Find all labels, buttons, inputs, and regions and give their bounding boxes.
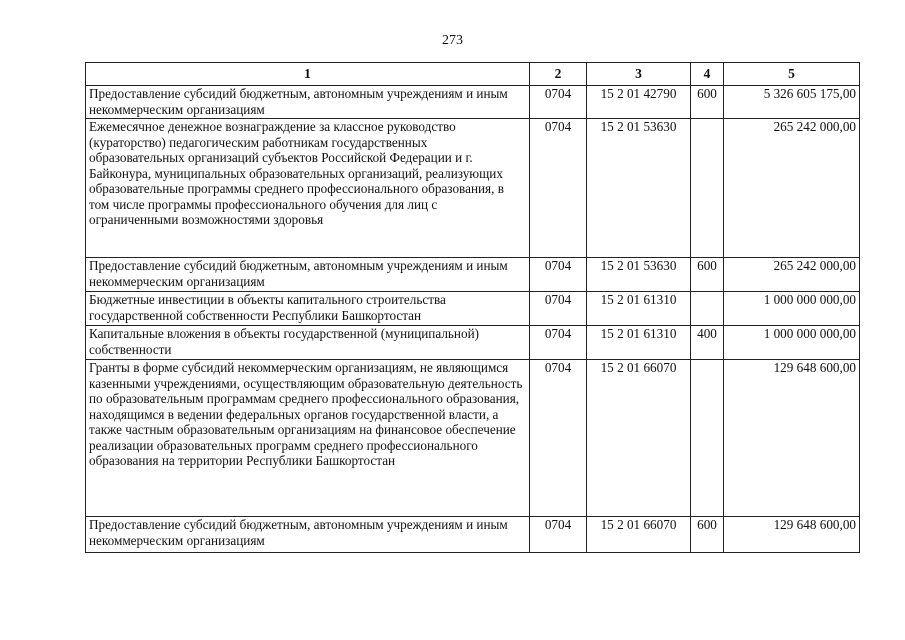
table-row (86, 86, 860, 119)
page-number: 273 (442, 33, 463, 48)
row-section-code: 0704 (530, 517, 587, 553)
row-target-code: 15 2 01 53630 (587, 119, 691, 258)
row-section-code: 0704 (530, 326, 587, 360)
row-section-code: 0704 (530, 258, 587, 292)
table-header (86, 63, 860, 86)
row-expense-type: 400 (691, 326, 724, 360)
row-description: Капитальные вложения в объекты государственной (муниципальной) собственности (86, 326, 530, 360)
row-description: Ежемесячное денежное вознаграждение за классное руководство (кураторство) педагогическим работникам государственных образовательных организаций субъектов Российской Федерации и г. Байконура, муниципальных образовательных организаций, реализующих образовательные программы среднего профессионального образования, в том числе программы профессионального обучения для лиц с ограниченными возможностями здоровья (86, 119, 530, 258)
row-target-code: 15 2 01 53630 (587, 258, 691, 292)
row-amount: 5 326 605 175,00 (724, 86, 860, 119)
row-description: Бюджетные инвестиции в объекты капитального строительства государственной собственности Республики Башкортостан (86, 292, 530, 326)
row-expense-type (691, 292, 724, 326)
header-col-5: 5 (724, 63, 860, 86)
header-col-4: 4 (691, 63, 724, 86)
row-target-code: 15 2 01 42790 (587, 86, 691, 119)
row-description: Предоставление субсидий бюджетным, автономным учреждениям и иным некоммерческим организациям (86, 86, 530, 119)
table-row (86, 258, 860, 292)
row-expense-type (691, 360, 724, 517)
budget-table (85, 62, 860, 553)
header-row (86, 63, 860, 86)
row-description: Предоставление субсидий бюджетным, автономным учреждениям и иным некоммерческим организациям (86, 258, 530, 292)
row-expense-type: 600 (691, 517, 724, 553)
row-amount: 265 242 000,00 (724, 258, 860, 292)
row-amount: 265 242 000,00 (724, 119, 860, 258)
row-description: Гранты в форме субсидий некоммерческим организациям, не являющимся казенными учреждениями, осуществляющим образовательную деятельность по образовательным программам среднего профессионального образования, находящимся в ведении федеральных органов государственной власти, а также частным образовательным организациям на финансовое обеспечение реализации образовательных программ среднего профессионального образования на территории Республики Башкортостан (86, 360, 530, 517)
row-target-code: 15 2 01 61310 (587, 326, 691, 360)
row-expense-type (691, 119, 724, 258)
row-section-code: 0704 (530, 360, 587, 517)
header-col-2: 2 (530, 63, 587, 86)
row-target-code: 15 2 01 66070 (587, 517, 691, 553)
row-target-code: 15 2 01 66070 (587, 360, 691, 517)
table-row (86, 292, 860, 326)
row-description: Предоставление субсидий бюджетным, автономным учреждениям и иным некоммерческим организациям (86, 517, 530, 553)
table-row (86, 119, 860, 258)
table-row (86, 326, 860, 360)
header-col-1: 1 (86, 63, 530, 86)
row-section-code: 0704 (530, 292, 587, 326)
row-section-code: 0704 (530, 86, 587, 119)
header-col-3: 3 (587, 63, 691, 86)
row-amount: 129 648 600,00 (724, 517, 860, 553)
row-target-code: 15 2 01 61310 (587, 292, 691, 326)
row-amount: 1 000 000 000,00 (724, 292, 860, 326)
row-expense-type: 600 (691, 86, 724, 119)
row-expense-type: 600 (691, 258, 724, 292)
table-row (86, 360, 860, 517)
row-amount: 1 000 000 000,00 (724, 326, 860, 360)
table-row (86, 517, 860, 553)
row-section-code: 0704 (530, 119, 587, 258)
row-amount: 129 648 600,00 (724, 360, 860, 517)
